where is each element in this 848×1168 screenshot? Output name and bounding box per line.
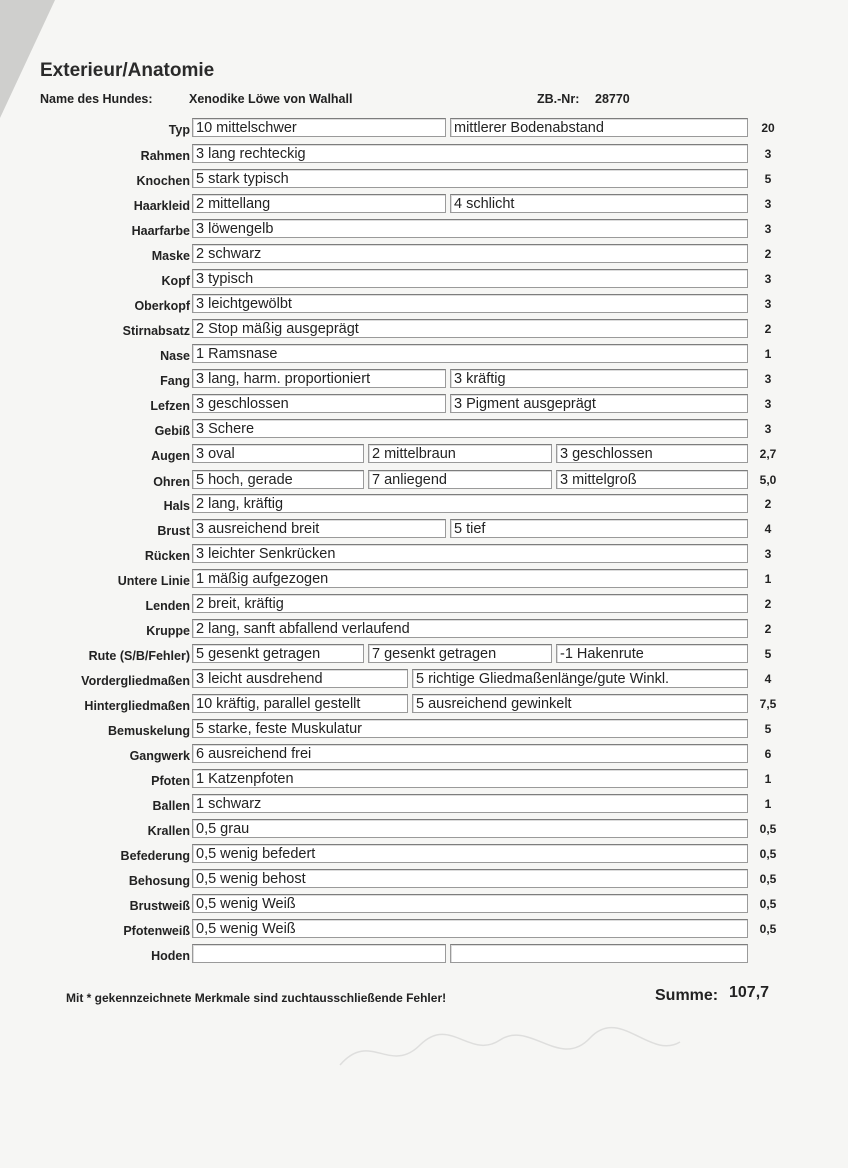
trait-score: 2 (764, 247, 772, 261)
trait-score: 3 (764, 547, 772, 561)
trait-score: 6 (764, 747, 772, 761)
trait-score: 20 (761, 121, 775, 135)
trait-value-field[interactable]: 3 leichtgewölbt (192, 294, 748, 313)
trait-score: 5 (764, 722, 772, 736)
trait-value-field[interactable]: 5 starke, feste Muskulatur (192, 719, 748, 738)
trait-score: 3 (764, 397, 772, 411)
trait-score: 2,7 (759, 447, 777, 461)
trait-value-field[interactable]: 1 mäßig aufgezogen (192, 569, 748, 588)
trait-label: Ohren (153, 475, 190, 489)
trait-value-field[interactable]: 5 tief (450, 519, 748, 538)
trait-value-field[interactable]: 0,5 wenig Weiß (192, 894, 748, 913)
trait-label: Untere Linie (117, 574, 190, 588)
trait-label: Nase (160, 349, 190, 363)
trait-value-field[interactable]: 7 gesenkt getragen (368, 644, 552, 663)
trait-score: 0,5 (759, 922, 777, 936)
trait-score: 1 (764, 772, 772, 786)
trait-label: Haarkleid (133, 199, 190, 213)
trait-label: Kopf (161, 274, 190, 288)
trait-label: Lefzen (150, 399, 190, 413)
page-title: Exterieur/Anatomie (40, 60, 215, 81)
trait-value-field[interactable]: 3 löwengelb (192, 219, 748, 238)
trait-label: Pfoten (151, 774, 190, 788)
trait-score: 2 (764, 622, 772, 636)
zb-number-label: ZB.-Nr: (537, 92, 580, 106)
trait-value-field[interactable]: 2 Stop mäßig ausgeprägt (192, 319, 748, 338)
trait-label: Typ (168, 123, 190, 137)
trait-score: 3 (764, 222, 772, 236)
trait-score: 3 (764, 147, 772, 161)
trait-label: Kruppe (146, 624, 190, 638)
trait-score: 2 (764, 497, 772, 511)
trait-label: Ballen (152, 799, 190, 813)
trait-label: Bemuskelung (108, 724, 190, 738)
dog-name-value: Xenodike Löwe von Walhall (189, 92, 353, 106)
trait-value-field[interactable]: 3 typisch (192, 269, 748, 288)
trait-value-field[interactable]: 3 geschlossen (556, 444, 748, 463)
trait-label: Fang (160, 374, 190, 388)
trait-value-field[interactable]: mittlerer Bodenabstand (450, 118, 748, 137)
trait-score: 0,5 (759, 872, 777, 886)
trait-score: 2 (764, 597, 772, 611)
trait-label: Hals (163, 499, 190, 513)
trait-label: Oberkopf (134, 299, 190, 313)
trait-value-field[interactable]: 7 anliegend (368, 470, 552, 489)
trait-score: 5 (764, 647, 772, 661)
trait-value-field[interactable]: 2 breit, kräftig (192, 594, 748, 613)
trait-label: Befederung (120, 849, 190, 863)
trait-value-field[interactable]: 3 kräftig (450, 369, 748, 388)
trait-label: Pfotenweiß (123, 924, 190, 938)
trait-value-field[interactable]: 2 mittellang (192, 194, 446, 213)
trait-value-field[interactable]: 3 Schere (192, 419, 748, 438)
trait-score: 4 (764, 672, 772, 686)
trait-value-field[interactable]: 10 kräftig, parallel gestellt (192, 694, 408, 713)
trait-label: Behosung (128, 874, 190, 888)
sum-label: Summe: (655, 987, 719, 1004)
trait-label: Rücken (144, 549, 190, 563)
trait-value-field[interactable]: 1 Ramsnase (192, 344, 748, 363)
trait-score: 1 (764, 347, 772, 361)
trait-label: Krallen (147, 824, 190, 838)
trait-value-field[interactable]: 3 Pigment ausgeprägt (450, 394, 748, 413)
trait-value-field[interactable]: 3 mittelgroß (556, 470, 748, 489)
trait-value-field[interactable]: 1 Katzenpfoten (192, 769, 748, 788)
trait-value-field[interactable]: 10 mittelschwer (192, 118, 446, 137)
trait-value-field[interactable]: 0,5 wenig behost (192, 869, 748, 888)
trait-value-field[interactable]: 5 ausreichend gewinkelt (412, 694, 748, 713)
trait-value-field[interactable]: 5 gesenkt getragen (192, 644, 364, 663)
trait-score: 3 (764, 272, 772, 286)
trait-value-field[interactable]: 2 schwarz (192, 244, 748, 263)
trait-value-field[interactable]: -1 Hakenrute (556, 644, 748, 663)
trait-score: 3 (764, 372, 772, 386)
trait-score: 1 (764, 572, 772, 586)
trait-score: 3 (764, 197, 772, 211)
trait-value-field[interactable]: 3 ausreichend breit (192, 519, 446, 538)
trait-value-field[interactable]: 5 hoch, gerade (192, 470, 364, 489)
trait-score: 0,5 (759, 897, 777, 911)
trait-value-field[interactable]: 0,5 grau (192, 819, 748, 838)
trait-label: Stirnabsatz (122, 324, 190, 338)
trait-value-field[interactable]: 0,5 wenig Weiß (192, 919, 748, 938)
trait-label: Rute (S/B/Fehler) (88, 649, 190, 663)
trait-value-field[interactable]: 2 mittelbraun (368, 444, 552, 463)
trait-value-field[interactable]: 0,5 wenig befedert (192, 844, 748, 863)
trait-label: Hintergliedmaßen (84, 699, 190, 713)
faded-signature (330, 1020, 690, 1080)
sum-value: 107,7 (729, 984, 770, 1001)
trait-value-field[interactable]: 5 stark typisch (192, 169, 748, 188)
trait-label: Knochen (136, 174, 190, 188)
trait-value-field[interactable]: 5 richtige Gliedmaßenlänge/gute Winkl. (412, 669, 748, 688)
trait-value-field[interactable]: 2 lang, sanft abfallend verlaufend (192, 619, 748, 638)
trait-score: 0,5 (759, 847, 777, 861)
dog-name-label: Name des Hundes: (40, 92, 153, 106)
trait-score: 1 (764, 797, 772, 811)
trait-value-field[interactable]: 4 schlicht (450, 194, 748, 213)
trait-value-field[interactable]: 1 schwarz (192, 794, 748, 813)
footer-note: Mit * gekennzeichnete Merkmale sind zuchtausschließende Fehler! (66, 991, 447, 1005)
trait-score: 2 (764, 322, 772, 336)
trait-value-field[interactable]: 3 leicht ausdrehend (192, 669, 408, 688)
trait-score: 4 (764, 522, 772, 536)
trait-label: Maske (151, 249, 190, 263)
trait-value-field[interactable] (450, 944, 748, 963)
trait-score: 5,0 (759, 473, 777, 487)
trait-value-field[interactable]: 3 lang, harm. proportioniert (192, 369, 446, 388)
trait-label: Rahmen (140, 149, 190, 163)
trait-label: Lenden (145, 599, 190, 613)
zb-number-value: 28770 (595, 92, 630, 106)
trait-score: 0,5 (759, 822, 777, 836)
trait-score: 3 (764, 422, 772, 436)
trait-label: Gebiß (154, 424, 190, 438)
trait-label: Haarfarbe (131, 224, 190, 238)
trait-label: Gangwerk (129, 749, 190, 763)
trait-score: 5 (764, 172, 772, 186)
trait-score: 3 (764, 297, 772, 311)
trait-label: Hoden (151, 949, 190, 963)
trait-value-field[interactable] (192, 944, 446, 963)
trait-label: Augen (151, 449, 190, 463)
trait-value-field[interactable]: 3 lang rechteckig (192, 144, 748, 163)
trait-value-field[interactable]: 6 ausreichend frei (192, 744, 748, 763)
trait-value-field[interactable]: 3 leichter Senkrücken (192, 544, 748, 563)
trait-score: 7,5 (759, 697, 777, 711)
trait-value-field[interactable]: 3 geschlossen (192, 394, 446, 413)
trait-value-field[interactable]: 2 lang, kräftig (192, 494, 748, 513)
trait-label: Brust (157, 524, 190, 538)
trait-label: Brustweiß (129, 899, 190, 913)
trait-value-field[interactable]: 3 oval (192, 444, 364, 463)
trait-label: Vordergliedmaßen (81, 674, 190, 688)
